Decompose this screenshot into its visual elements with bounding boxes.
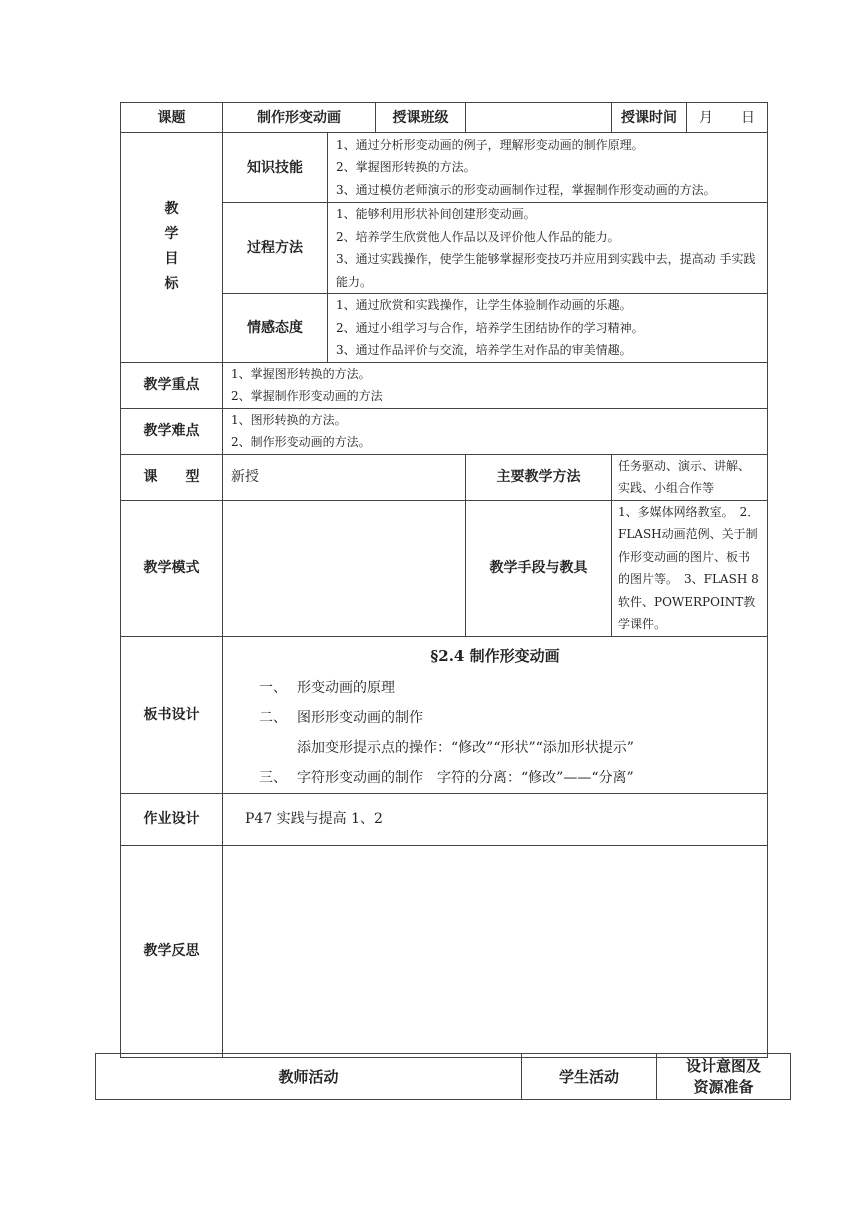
board-design [223, 636, 768, 793]
lesson-plan-table [120, 102, 768, 1058]
key-points: 1、掌握图形转换的方法。 2、掌握制作形变动画的方法 [223, 362, 768, 408]
goal-category-attitude: 情感态度 [223, 294, 328, 363]
class-label: 授课班级 [376, 103, 466, 133]
time-value: 月 日 [687, 103, 768, 133]
design-intent-header: 设计意图及 资源准备 [657, 1054, 791, 1100]
main-method-value: 任务驱动、演示、讲解、实践、小组合作等 [612, 454, 768, 500]
homework-value: P47 实践与提高 1、2 [223, 793, 768, 845]
board-title: §2.4 制作形变动画 [430, 646, 560, 665]
class-value [466, 103, 612, 133]
means-value: 1、多媒体网络教室。 2．FLASH动画范例、关于制作形变动画的图片、板书的图片等。 3、FLASH 8软件、POWERPOINT教学课件。 [612, 500, 768, 636]
board-line-2-sub: 添加变形提示点的操作：“修改”“形状”“添加形状提示” [297, 739, 634, 756]
lesson-type-value: 新授 [223, 454, 466, 500]
main-method-label: 主要教学方法 [466, 454, 612, 500]
difficulties-label: 教学难点 [121, 408, 223, 454]
goal-category-process: 过程方法 [223, 203, 328, 294]
subject-value: 制作形变动画 [223, 103, 376, 133]
board-label: 板书设计 [121, 636, 223, 793]
student-activity-header: 学生活动 [522, 1054, 657, 1100]
board-line-1: 一、 形变动画的原理 [259, 679, 395, 696]
difficulties: 1、图形转换的方法。 2、制作形变动画的方法。 [223, 408, 768, 454]
reflection-label: 教学反思 [121, 845, 223, 1057]
goal-category-knowledge: 知识技能 [223, 133, 328, 203]
reflection-value [223, 845, 768, 1057]
goal-items-process: 1、能够利用形状补间创建形变动画。 2、培养学生欣赏他人作品以及评价他人作品的能力。 3、通过实践操作，使学生能够掌握形变技巧并应用到实践中去，提高动 手实践能力。 [328, 203, 768, 294]
key-points-label: 教学重点 [121, 362, 223, 408]
goal-items-knowledge: 1、通过分析形变动画的例子，理解形变动画的制作原理。 2、掌握图形转换的方法。 3、通过模仿老师演示的形变动画制作过程，掌握制作形变动画的方法。 [328, 133, 768, 203]
board-line-3: 三、 字符形变动画的制作 字符的分离：“修改”——“分离” [259, 769, 634, 786]
activity-table [95, 1053, 791, 1100]
board-line-2: 二、 图形形变动画的制作 [259, 709, 423, 726]
means-label: 教学手段与教具 [466, 500, 612, 636]
mode-label: 教学模式 [121, 500, 223, 636]
teacher-activity-header: 教师活动 [96, 1054, 522, 1100]
lesson-type-label: 课 型 [121, 454, 223, 500]
goals-label: 教 学 目 标 [121, 133, 223, 363]
homework-label: 作业设计 [121, 793, 223, 845]
time-label: 授课时间 [612, 103, 687, 133]
goal-items-attitude: 1、通过欣赏和实践操作，让学生体验制作动画的乐趣。 2、通过小组学习与合作，培养学生团结协作的学习精神。 3、通过作品评价与交流，培养学生对作品的审美情趣。 [328, 294, 768, 363]
mode-value [223, 500, 466, 636]
subject-label: 课题 [121, 103, 223, 133]
